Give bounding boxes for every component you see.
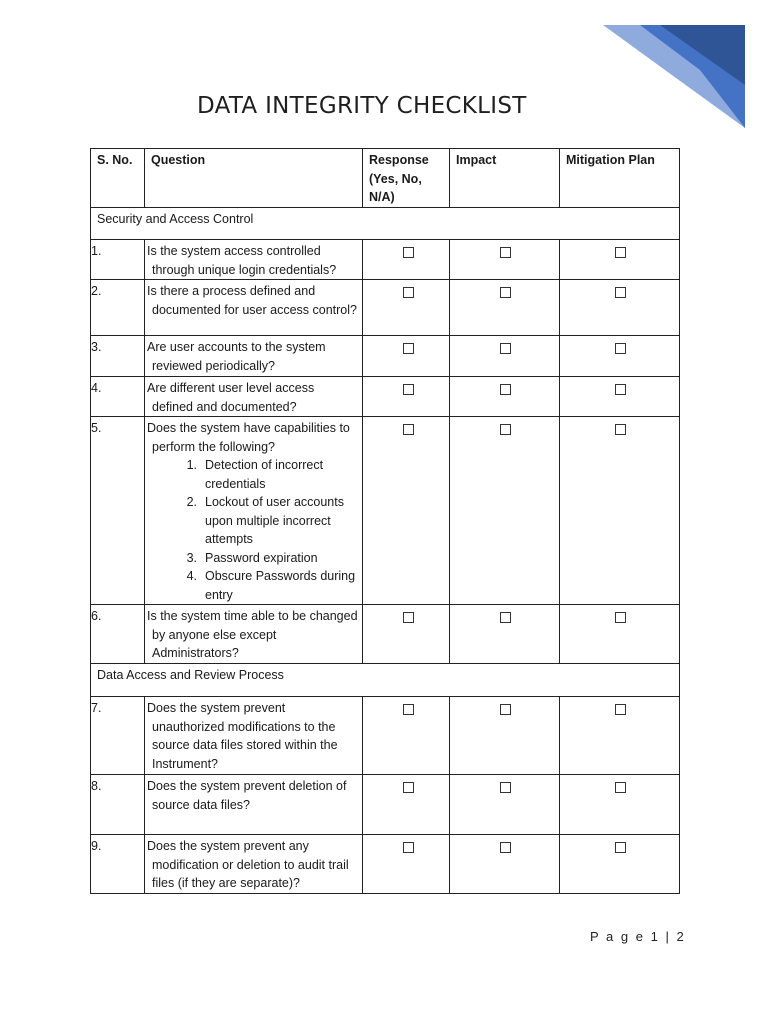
response-checkbox[interactable] [403, 247, 414, 258]
sub-list-item [175, 567, 362, 604]
row-number: 2. [91, 280, 145, 336]
mitigation-checkbox[interactable] [615, 343, 626, 354]
table-row [91, 336, 680, 377]
header-mitigation: Mitigation Plan [560, 149, 680, 208]
sub-item-number: 3. [186, 550, 197, 565]
impact-checkbox[interactable] [500, 424, 511, 435]
table-row [91, 280, 680, 336]
response-checkbox[interactable] [403, 287, 414, 298]
question-cell [145, 697, 363, 775]
question-line: defined and documented? [152, 399, 297, 414]
impact-checkbox[interactable] [500, 612, 511, 623]
header-response-line: (Yes, No, [369, 171, 422, 186]
row-number: 8. [91, 775, 145, 835]
response-checkbox[interactable] [403, 612, 414, 623]
question-line: by anyone else except [152, 627, 277, 642]
impact-checkbox[interactable] [500, 343, 511, 354]
table-row [91, 835, 680, 894]
section-row [91, 664, 680, 697]
table-row [91, 240, 680, 280]
question-cell [145, 775, 363, 835]
question-line: Instrument? [152, 756, 219, 771]
question-line: perform the following? [152, 439, 275, 454]
question-line: Are user accounts to the system [147, 340, 326, 354]
mitigation-checkbox[interactable] [615, 424, 626, 435]
response-checkbox[interactable] [403, 704, 414, 715]
sub-list-item [175, 493, 362, 549]
table-row [91, 605, 680, 664]
question-cell [145, 605, 363, 664]
section-title: Security and Access Control [91, 208, 680, 240]
mitigation-checkbox[interactable] [615, 782, 626, 793]
header-response-line: N/A) [369, 190, 395, 204]
question-cell [145, 835, 363, 894]
header-sno: S. No. [91, 149, 145, 208]
sub-list-item [175, 456, 362, 493]
row-number: 5. [91, 417, 145, 605]
row-number: 3. [91, 336, 145, 377]
impact-checkbox[interactable] [500, 842, 511, 853]
question-line: Does the system prevent deletion of [147, 779, 347, 793]
question-line: Is the system time able to be changed [147, 609, 358, 623]
page-footer [590, 929, 686, 944]
mitigation-checkbox[interactable] [615, 704, 626, 715]
question-line: Does the system have capabilities to [147, 421, 350, 435]
question-cell [145, 280, 363, 336]
question-line: documented for user access control? [152, 302, 357, 317]
sub-item-number: 1. [186, 458, 197, 472]
sub-item-line: Lockout of user accounts [205, 495, 344, 509]
question-line: Is the system access controlled [147, 244, 321, 258]
header-row [91, 149, 680, 208]
header-impact: Impact [450, 149, 560, 208]
question-line: modification or deletion to audit trail [152, 857, 349, 872]
question-line: Does the system prevent any [147, 839, 309, 853]
mitigation-checkbox[interactable] [615, 612, 626, 623]
question-line: source data files stored within the [152, 738, 338, 752]
row-number: 4. [91, 377, 145, 417]
table-row [91, 377, 680, 417]
table-row [91, 775, 680, 835]
mitigation-checkbox[interactable] [615, 287, 626, 298]
response-checkbox[interactable] [403, 343, 414, 354]
table-row [91, 697, 680, 775]
question-line: unauthorized modifications to the [152, 719, 336, 734]
sub-item-line: Password expiration [205, 550, 318, 565]
question-line: source data files? [152, 797, 250, 812]
impact-checkbox[interactable] [500, 704, 511, 715]
question-line: Are different user level access [147, 381, 315, 395]
page-number: 1 [650, 929, 660, 944]
question-line: Does the system prevent [147, 701, 286, 715]
sub-item-line: entry [205, 587, 233, 602]
impact-checkbox[interactable] [500, 384, 511, 395]
response-checkbox[interactable] [403, 782, 414, 793]
mitigation-checkbox[interactable] [615, 384, 626, 395]
mitigation-checkbox[interactable] [615, 842, 626, 853]
header-question: Question [145, 149, 363, 208]
impact-checkbox[interactable] [500, 782, 511, 793]
page-total: 2 [676, 929, 686, 944]
page-title: DATA INTEGRITY CHECKLIST [197, 93, 527, 119]
question-line: files (if they are separate)? [152, 876, 300, 890]
question-cell [145, 377, 363, 417]
header-response-line: Response [369, 153, 429, 167]
sub-list-item [175, 549, 362, 568]
sub-item-line: upon multiple incorrect [205, 513, 331, 528]
row-number: 9. [91, 835, 145, 894]
sub-item-number: 2. [186, 495, 197, 509]
row-number: 6. [91, 605, 145, 664]
page-separator: | [665, 929, 671, 944]
question-cell [145, 240, 363, 280]
question-line: reviewed periodically? [152, 358, 275, 373]
corner-decoration [0, 0, 768, 140]
page-label: P a g e [590, 929, 645, 944]
mitigation-checkbox[interactable] [615, 247, 626, 258]
question-line: Administrators? [152, 646, 239, 660]
question-cell [145, 417, 363, 605]
section-row [91, 208, 680, 240]
question-cell [145, 336, 363, 377]
response-checkbox[interactable] [403, 842, 414, 853]
sub-item-line: credentials [205, 476, 266, 491]
response-checkbox[interactable] [403, 384, 414, 395]
sub-item-number: 4. [186, 569, 197, 583]
impact-checkbox[interactable] [500, 287, 511, 298]
sub-item-line: Obscure Passwords during [205, 569, 356, 583]
question-line: through unique login credentials? [152, 262, 337, 277]
sub-item-line: Detection of incorrect [205, 458, 324, 472]
row-number: 7. [91, 697, 145, 775]
checklist-table [90, 148, 680, 894]
table-row [91, 417, 680, 605]
question-line: Is there a process defined and [147, 284, 316, 298]
header-response [363, 149, 450, 208]
section-title: Data Access and Review Process [91, 664, 680, 697]
impact-checkbox[interactable] [500, 247, 511, 258]
row-number: 1. [91, 240, 145, 280]
sub-item-line: attempts [205, 532, 253, 546]
sub-list [147, 456, 362, 604]
response-checkbox[interactable] [403, 424, 414, 435]
